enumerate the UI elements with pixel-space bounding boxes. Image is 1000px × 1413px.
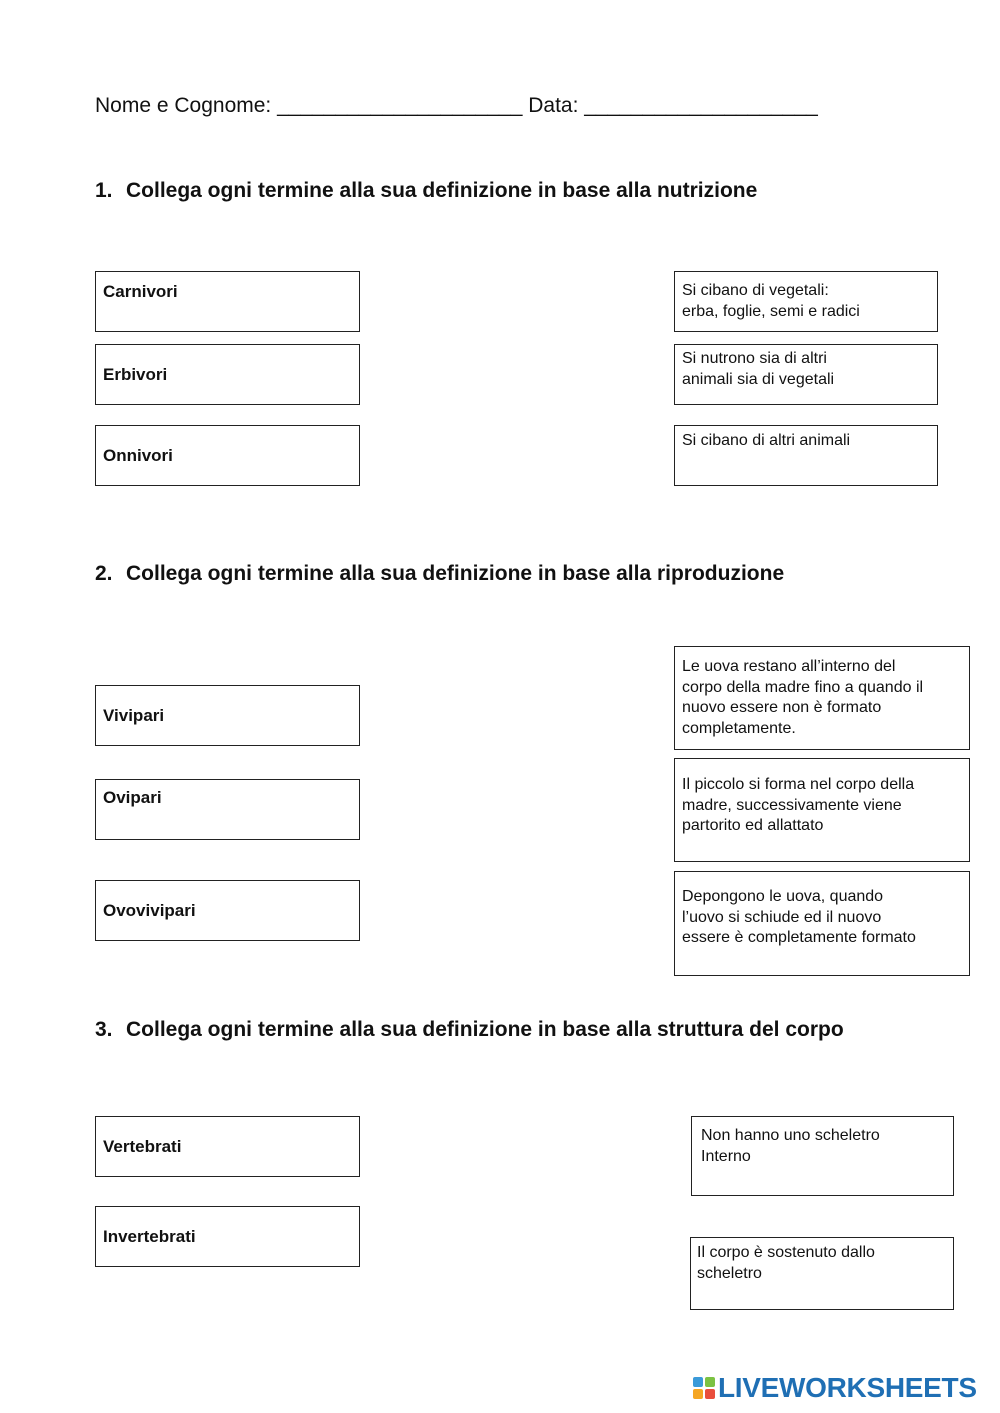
- section-2-title: [95, 559, 895, 588]
- liveworksheets-logo: [693, 1374, 977, 1402]
- liveworksheets-logo-icon: [693, 1377, 715, 1399]
- term-box-invertebrati[interactable]: [95, 1206, 360, 1267]
- term-label: Vertebrati: [103, 1136, 182, 1156]
- term-label: Onnivori: [103, 445, 173, 465]
- term-label: Carnivori: [103, 282, 178, 301]
- term-label: Ovovivipari: [103, 900, 196, 920]
- definition-box-1b[interactable]: Si nutrono sia di altri animali sia di vegetali: [674, 344, 938, 405]
- section-1-number: 1.: [95, 179, 113, 202]
- term-box-ovovivipari[interactable]: [95, 880, 360, 941]
- term-box-carnivori[interactable]: [95, 271, 360, 332]
- term-label: Vivipari: [103, 705, 165, 725]
- term-label: Erbivori: [103, 364, 168, 384]
- date-blank[interactable]: ____________________: [584, 94, 818, 117]
- term-label: Invertebrati: [103, 1226, 196, 1246]
- section-3-number: 3.: [95, 1018, 113, 1041]
- term-box-vertebrati[interactable]: [95, 1116, 360, 1177]
- definition-box-3a[interactable]: Non hanno uno scheletro Interno: [691, 1116, 954, 1196]
- term-box-vivipari[interactable]: [95, 685, 360, 746]
- section-2-title-text: Collega ogni termine alla sua definizione in base alla riproduzione: [126, 562, 785, 585]
- definition-box-2b[interactable]: Il piccolo si forma nel corpo della madre, successivamente viene partorito ed allattato: [674, 758, 970, 862]
- name-date-line: [95, 94, 818, 118]
- date-label: Data:: [528, 94, 579, 117]
- definition-box-2c[interactable]: Depongono le uova, quando l’uovo si schiude ed il nuovo essere è completamente formato: [674, 871, 970, 976]
- term-box-ovipari[interactable]: [95, 779, 360, 840]
- definition-box-3b[interactable]: Il corpo è sostenuto dallo scheletro: [690, 1237, 954, 1310]
- definition-box-1c[interactable]: Si cibano di altri animali: [674, 425, 938, 486]
- term-box-onnivori[interactable]: [95, 425, 360, 486]
- section-3-title-text: Collega ogni termine alla sua definizione in base alla struttura del corpo: [126, 1018, 844, 1041]
- name-label: Nome e Cognome:: [95, 94, 272, 117]
- term-label: Ovipari: [103, 788, 162, 807]
- section-2-number: 2.: [95, 562, 113, 585]
- name-blank[interactable]: _____________________: [277, 94, 523, 117]
- section-1-title: [95, 176, 875, 205]
- definition-box-2a[interactable]: Le uova restano all’interno del corpo della madre fino a quando il nuovo essere non è formato completamente.: [674, 646, 970, 750]
- section-1-title-text: Collega ogni termine alla sua definizione in base alla nutrizione: [126, 179, 758, 202]
- definition-box-1a[interactable]: Si cibano di vegetali: erba, foglie, semi e radici: [674, 271, 938, 332]
- term-box-erbivori[interactable]: [95, 344, 360, 405]
- section-3-title: [95, 1015, 875, 1044]
- liveworksheets-logo-text: LIVEWORKSHEETS: [718, 1372, 977, 1403]
